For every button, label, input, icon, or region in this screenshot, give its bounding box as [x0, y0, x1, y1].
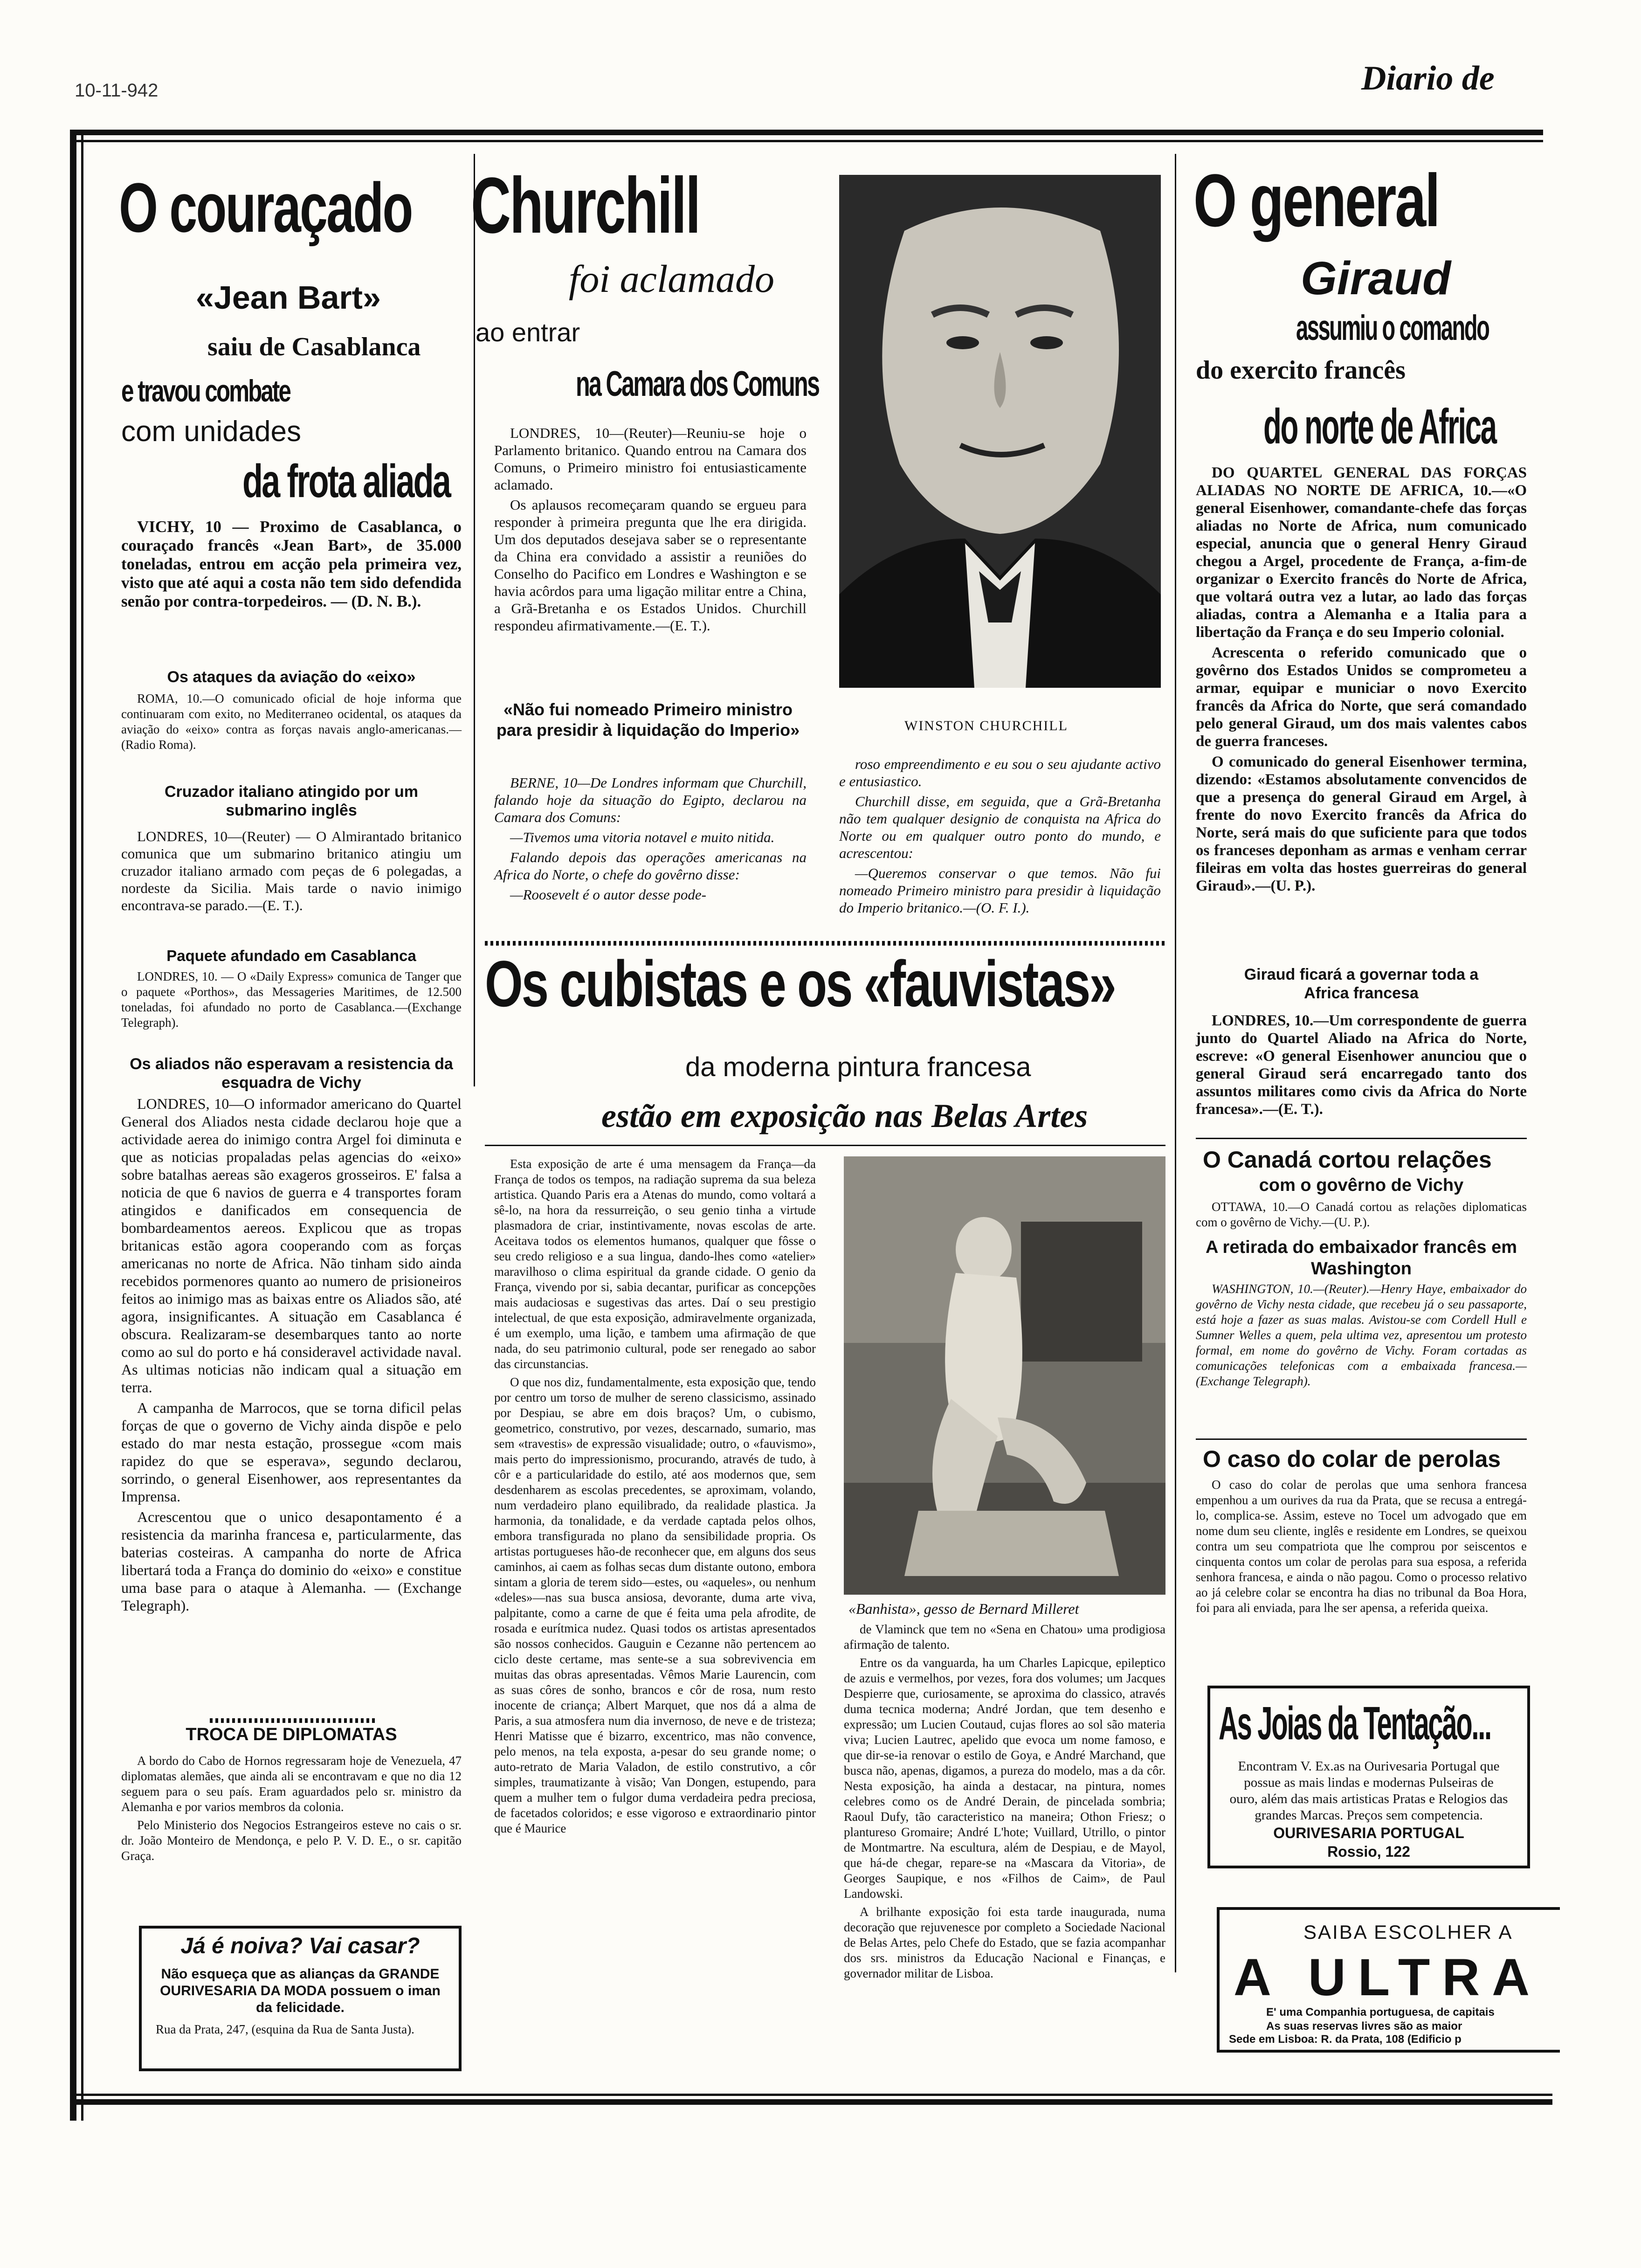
- head-aliados: Os aliados não esperavam a resistencia da esquadra de Vichy: [130, 1055, 453, 1092]
- text-retirada: WASHINGTON, 10.—(Reuter).—Henry Haye, embaixador do govêrno de Vichy nesta cidade, que recebeu já o seu passaporte, está hoje a fazer as suas malas. Avistou-se com Cordell Hull e Sumner Welles a quem, pela ultima vez, apresentou um protesto formal, em nome do govêrno de Vichy. Foram cortadas as comunicações telefonicas com a embaixada francesa.—(Exchange Telegraph).: [1196, 1282, 1527, 1388]
- masthead: Diario de: [1361, 59, 1495, 97]
- separator-troca: [210, 1718, 378, 1723]
- subhead-exposicao: estão em exposição nas Belas Artes: [601, 1097, 1088, 1134]
- lead-vichy: VICHY, 10 — Proximo de Casablanca, o couraçado francês «Jean Bart», de 35.000 toneladas, entrou em acção pela primeira vez, visto que até aqui a costa não tem sido defendida senão por contra-torpedeiros. — (D. N. B.).: [121, 518, 462, 610]
- ad-joias-address: Rossio, 122: [1327, 1843, 1410, 1860]
- bottom-rule-thin: [70, 2094, 1552, 2096]
- text-aliados: LONDRES, 10—O informador americano do Quartel General dos Aliados nesta cidade declarou hoje que a actividade aerea do inimigo contra Argel foi diminuta e que as noticias propaladas pelas agencias do «eixo» sobre batalhas aereas são exageros grosseiros. E' falsa a noticia de que 6 navios de guerra e 4 transportes foram atingidos e danificados em consequencia de bombardeamentos aereos. Explicou que as tropas britanicas estão agora cooperando com as forças americanas no norte de Africa. Não tinham sido ainda recebidos pormenores quanto ao numero de prisioneiros feitos ao inimigo mas as baixas entre os Aliados são, até agora, insignificantes. A situação em Casablanca é obscura. Realizaram-se desembarques tanto ao norte como ao sul do porto e há consideravel actividade naval. As ultimas noticias não indicam qual a situação em terra. A campanha de Marrocos, que se torna dificil pelas forças de que o governo de Vichy ainda dispõe e pelo estado do mar nesta estação, prossegue «com mais rapidez do que se esperava», segundo declarou, sorrindo, o general Eisenhower, aos representantes da Imprensa. Acrescentou que o unico desapontamento é a resistencia da marinha francesa e, particularmente, das baterias costeiras. A campanha do norte de Africa libertará toda a França do dominio do «eixo» e constitue uma base para o ataque à Alemanha. — (Exchange Telegraph).: [121, 1095, 462, 1614]
- ad-noiva: [139, 1926, 462, 2071]
- ad-ultra-line4: Sede em Lisboa: R. da Prata, 108 (Edificio p: [1229, 2033, 1462, 2046]
- headline-cubistas: Os cubistas e os «fauvistas»: [485, 947, 1115, 1020]
- separator-art: [485, 941, 1165, 946]
- subhead-moderna: da moderna pintura francesa: [685, 1052, 1031, 1082]
- head-cruzador: Cruzador italiano atingido por um submarino inglês: [165, 783, 418, 819]
- lead-quartel: DO QUARTEL GENERAL DAS FORÇAS ALIADAS NO NORTE DE AFRICA, 10.—«O general Eisenhower, comandante-chefe das forças aliadas no Norte de Africa, num comunicado especial, anuncia que o general Henry Giraud chegou a Argel, procedente de França, a-fim-de organizar o Exercito francês do Norte de Africa, que voltará outra vez a lutar, ao lado das forças aliadas, contra a Alemanha e a Italia para a libertação da França e do seu Imperio colonial. Acrescenta o referido comunicado que o govêrno dos Estados Unidos se comprometeu a armar, equipar e municiar o novo Exercito francês da Africa do Norte, que será comandado pelo general Giraud, um dos mais valentes cabos de guerra franceses. O comunicado do general Eisenhower termina, dizendo: «Estamos absolutamente convencidos de que a presença do general Giraud em Argel, à frente do novo Exercito francês da Africa do Norte, será mais do que suficiente para que todos os franceses deponham as armas e venham cerrar fileiras em volta das hostes guerreiras do general Giraud».—(U. P.).: [1196, 464, 1527, 894]
- subhead-aclamado: foi aclamado: [569, 257, 774, 301]
- head-giraud-governar: Giraud ficará a governar toda a Africa francesa: [1244, 966, 1479, 1002]
- text-churchill-1: LONDRES, 10—(Reuter)—Reuniu-se hoje o Parlamento britanico. Quando entrou na Camara dos Comuns, o Primeiro ministro foi entusiasticamente aclamado. Os aplausos recomeçaram quando se ergueu para responder à primeira pregunta que lhe era dirigida. Um dos deputados desejava saber se o representante da China era convidado a assistir a reuniões do Conselho do Pacifico em Londres e Washington e se havia acôrdos para uma ligação militar entre a China, a Grã-Bretanha e os Estados Unidos. Churchill respondeu afirmativamente.—(E. T.).: [494, 425, 807, 634]
- subhead-jean-bart: «Jean Bart»: [196, 279, 381, 316]
- headline-churchill: Churchill: [471, 161, 700, 250]
- ad-ultra-line1: SAIBA ESCOLHER A: [1303, 1921, 1513, 1943]
- text-art-2: de Vlaminck que tem no «Sena en Chatou» uma prodigiosa afirmação de talento. Entre os da vanguarda, ha um Charles Lapicque, epileptico de azuis e vermelhos, por vezes, fora dos volumes; um Jacques Despierre que, curiosamente, se aproxima do classico, através duma tecnica moderna; André Jordan, que tem desenho e expressão; um Lucien Coutaud, cujas flores ao sol são materia viva; Lucien Lautrec, apelido que evoca um nome famoso, e que dir-se-ia renovar o estilo de Goya, e André Marchand, que busca não, apenas, digamos, a pureza do modelo, mas a da côr. Nesta exposição, ha ainda a destacar, na pintura, nomes celebres como os de André Derain, de pincelada sombria; Raoul Dufy, tão caracteristico na maneira; Othon Friesz; o plantureso Gromaire; André L'hote; Vuillard, Utrillo, o pintor de Montmartre. Na escultura, além de Despiau, e de Mayol, que há-de chegar, repare-se na «Mascara da Vitoria», de Georges Saupique, e nos «Filhos de Caim», de Paul Landowski. A brilhante exposição foi esta tarde inaugurada, numa decoração que rejuvenesce por completo a Sociedade Nacional de Belas Artes, pelo Chefe do Estado, que se fazia acompanhar dos srs. ministros da Educação Nacional e Finanças, e governador militar de Lisboa.: [844, 1622, 1165, 1980]
- top-rule-thin: [70, 140, 1543, 142]
- left-border: [70, 130, 76, 2121]
- subhead-travou: e travou combate: [121, 373, 290, 408]
- headline-general: O general: [1193, 159, 1439, 242]
- top-rule: [70, 130, 1543, 135]
- head-canada-2: com o govêrno de Vichy: [1259, 1175, 1464, 1195]
- bottom-rule: [70, 2099, 1552, 2105]
- subhead-camara: na Camara dos Comuns: [576, 364, 819, 404]
- page-date: 10-11-942: [75, 80, 159, 101]
- head-paquete: Paquete afundado em Casablanca: [166, 947, 416, 964]
- subhead-assumiu: assumiu o comando: [1296, 308, 1489, 348]
- ad-ultra: [1217, 1907, 1560, 2053]
- ad-noiva-title: Já é noiva? Vai casar?: [180, 1934, 420, 1958]
- ad-joias-title: As Joias da Tentação...: [1219, 1697, 1491, 1749]
- art-rule: [485, 1145, 1165, 1146]
- text-art-1: Esta exposição de arte é uma mensagem da França—da França de todos os tempos, na radiação suprema da sua beleza artistica. Quando Paris era a Atenas do mundo, como voltará a sê-lo, na hora da ressurreição, o seu genio tinha a virtude plasmadora de criar, instintivamente, novas escolas de arte. Aceitava todos os elementos humanos, qualquer que fôsse o seu credo religioso e a sua lingua, dando-lhes como «atelier» maravilhoso o clima espiritual da grande cidade. O genio da França, vivendo por si, sabia decantar, purificar as concepções mais audaciosas e sugestivas das artes. Daí o seu prestigio intelectual, de que esta exposição, admiravelmente organizada, é um exemplo, uma lição, e tambem uma afirmação de que nada, do seu patrimonio cultural, pode ser renegado ao sabor das circunstancias. O que nos diz, fundamentalmente, esta exposição que, tendo por centro um torso de mulher de sereno classicismo, assinado por Despiau, se abre em dois braços? Um, o cubismo, geometrico, construtivo, por vezes, descarnado, sumario, mas sem «travestis» de expressão visualidade; outro, o «fauvismo», mais perto do impressionismo, procurando, através de tudo, à côr e a particularidade do estilo, até aos modernos que, sem desdenharem as escolas precedentes, se aproximam, volando, num verdadeiro plano equilibrado, da realidade plastica. Ja harmonia, da tonalidade, e da verdade captada pelos olhos, embora transfigurada no plano da sensibilidade propria. Os artistas portugueses hão-de reconhecer que, em alguns dos seus caminhos, ai caem as folhas secas dum distante outono, embora sintam a gloria de terem sido—estes, ou «aqueles», ou nenhum «deles»—nas sua busca ansiosa, devorante, duma arte viva, palpitante, como a carne de que é feita uma pela afrodite, de rosada e eurítmica nudez. Quasi todos os artistas apresentados são nossos conhecidos. Gauguin e Cezanne não pertencem ao ciclo deste certame, mas sente-se a sua sobrevivencia em muitas das obras apresentadas. Vêmos Marie Laurencin, com as suas côres de sonho, brancos e côr de rosa, num resto inocente de criança; Albert Marquet, que nos dá a alma de Paris, a sua atmosfera num dia invernoso, de neve e de tristeza; Henri Matisse que é bizarro, excentrico, mas não convence, pelo menos, na tela exposta, a-pesar do seu grande nome; o auto-retrato de Maria Valadon, de estilo construtivo, a côr simples, traumatizante à visão; Van Dongen, estupendo, para quem a mulher tem o fulgor duma verdadeira pedra preciosa, de facetados coloridos; e esse vigoroso e extraordinario pintor que é Maurice: [494, 1157, 816, 1835]
- ad-noiva-address: Rua da Prata, 247, (esquina da Rua de Santa Justa).: [156, 2022, 414, 2036]
- head-troca: TROCA DE DIPLOMATAS: [186, 1725, 397, 1744]
- ad-ultra-brand: A ULTRA: [1234, 1948, 1542, 2006]
- column-rule-4: [1175, 154, 1176, 1972]
- churchill-photo: [839, 175, 1161, 688]
- banhista-caption: «Banhista», gesso de Bernard Milleret: [848, 1600, 1079, 1617]
- text-canada: OTTAWA, 10.—O Canadá cortou as relações diplomaticas com o govêrno de Vichy.—(U. P.).: [1196, 1200, 1527, 1229]
- subhead-exercito: do exercito francês: [1196, 356, 1406, 385]
- head-canada: O Canadá cortou relações: [1203, 1147, 1492, 1173]
- ad-ultra-line2: E' uma Companhia portuguesa, de capitais: [1266, 2006, 1495, 2019]
- colar-rule: [1196, 1438, 1527, 1440]
- head-retirada: A retirada do embaixador francês em Washington: [1205, 1238, 1517, 1279]
- head-ataques: Os ataques da aviação do «eixo»: [167, 668, 416, 686]
- canada-rule: [1196, 1138, 1527, 1139]
- ad-joias-text: Encontram V. Ex.as na Ourivesaria Portugal que possue as mais lindas e modernas Pulseiras de ouro, além das mais artisticas Pratas e Relogios das grandes Marcas. Preços sem competencia.: [1229, 1759, 1508, 1823]
- text-colar: O caso do colar de perolas que uma senhora francesa empenhou a um ourives da rua da Prata, que se recusa a entregá-lo, complica-se. Assim, esteve no Tocel um advogado que em nome dum seu cliente, inglês e residente em Londres, se queixou contra um seu compatriota que lhe comprou por seiscentos e cinquenta contos um colar de perolas para sua esposa, a referida senhora francesa, e ainda o não pagou. Como o processo relativo ao já celebre colar se encontra ha dias no tribunal da Boa Hora, foi para ali enviada, para lhe ser apensa, a referida queixa.: [1196, 1478, 1527, 1615]
- left-border-thin: [81, 130, 83, 2121]
- subhead-frota: da frota aliada: [242, 455, 450, 507]
- subhead-saiu: saiu de Casablanca: [207, 332, 421, 361]
- subhead-ao-entrar: ao entrar: [476, 318, 580, 347]
- ad-ultra-line3: As suas reservas livres são as maior: [1266, 2020, 1462, 2033]
- subhead-norte: do norte de Africa: [1263, 399, 1496, 454]
- text-troca: A bordo do Cabo de Hornos regressaram hoje de Venezuela, 47 diplomatas alemães, que ainda ali se encontravam e que no dia 12 seguem para o seu país. Eram aguardados pelo sr. ministro da Alemanha e por varios membros da colonia. Pelo Ministerio dos Negocios Estrangeiros esteve no cais o sr. dr. João Monteiro de Mendonça, e pelo P. V. D. E., o sr. capitão Graça.: [121, 1754, 462, 1863]
- banhista-photo: [844, 1156, 1165, 1595]
- text-ataques: ROMA, 10.—O comunicado oficial de hoje informa que continuaram com exito, no Mediterraneo ocidental, os ataques da aviação do «eixo» contra as forças navais anglo-americanas.—(Radio Roma).: [121, 691, 462, 752]
- churchill-caption: WINSTON CHURCHILL: [904, 718, 1068, 733]
- text-paquete: LONDRES, 10. — O «Daily Express» comunica de Tanger que o paquete «Porthos», das Messageries Maritimes, de 12.500 toneladas, foi afundado no porto de Casablanca.—(Exchange Telegraph).: [121, 969, 462, 1030]
- text-churchill-2: BERNE, 10—De Londres informam que Churchill, falando hoje da situação do Egipto, declarou na Camara dos Comuns: —Tivemos uma vitoria notavel e muito nitida. Falando depois das operações americanas na Africa do Norte, o chefe do govêrno disse: —Roosevelt é o autor desse pode-: [494, 774, 807, 903]
- ad-joias-name: OURIVESARIA PORTUGAL: [1273, 1825, 1464, 1841]
- head-colar: O caso do colar de perolas: [1203, 1446, 1501, 1472]
- subhead-giraud: Giraud: [1301, 252, 1451, 304]
- subhead-unidades: com unidades: [121, 415, 302, 448]
- text-giraud-governar: LONDRES, 10.—Um correspondente de guerra junto do Quartel Aliado na Africa do Norte, escreve: «O general Eisenhower anunciou que o general Giraud será encarregado tanto dos assuntos militares como civis da Africa do Norte francesa».—(E. T.).: [1196, 1012, 1527, 1118]
- text-churchill-3: roso empreendimento e eu sou o seu ajudante activo e entusiastico. Churchill disse, em seguida, que a Grã-Bretanha não tem qualquer designio de conquista na Africa do Norte ou em qualquer outro ponto do mundo, e acrescentou: —Queremos conservar o que temos. Não fui nomeado Primeiro ministro para presidir à liquidação do Imperio britanico.—(O. F. I.).: [839, 756, 1161, 916]
- text-cruzador: LONDRES, 10—(Reuter) — O Almirantado britanico comunica que um submarino britanico atingiu um cruzador italiano armado com peças de 6 polegadas, a nordeste da Sicilia. Mais tarde o navio inimigo encontrava-se parado.—(E. T.).: [121, 828, 462, 913]
- ad-noiva-text: Não esqueça que as alianças da GRANDE OURIVESARIA DA MODA possuem o iman da felicidade.: [160, 1966, 441, 2015]
- ad-joias: [1207, 1686, 1530, 1868]
- headline-couracado: O couraçado: [119, 168, 412, 247]
- head-nao-fui: «Não fui nomeado Primeiro ministro para presidir à liquidação do Imperio»: [496, 700, 800, 740]
- column-rule-1: [474, 154, 475, 1086]
